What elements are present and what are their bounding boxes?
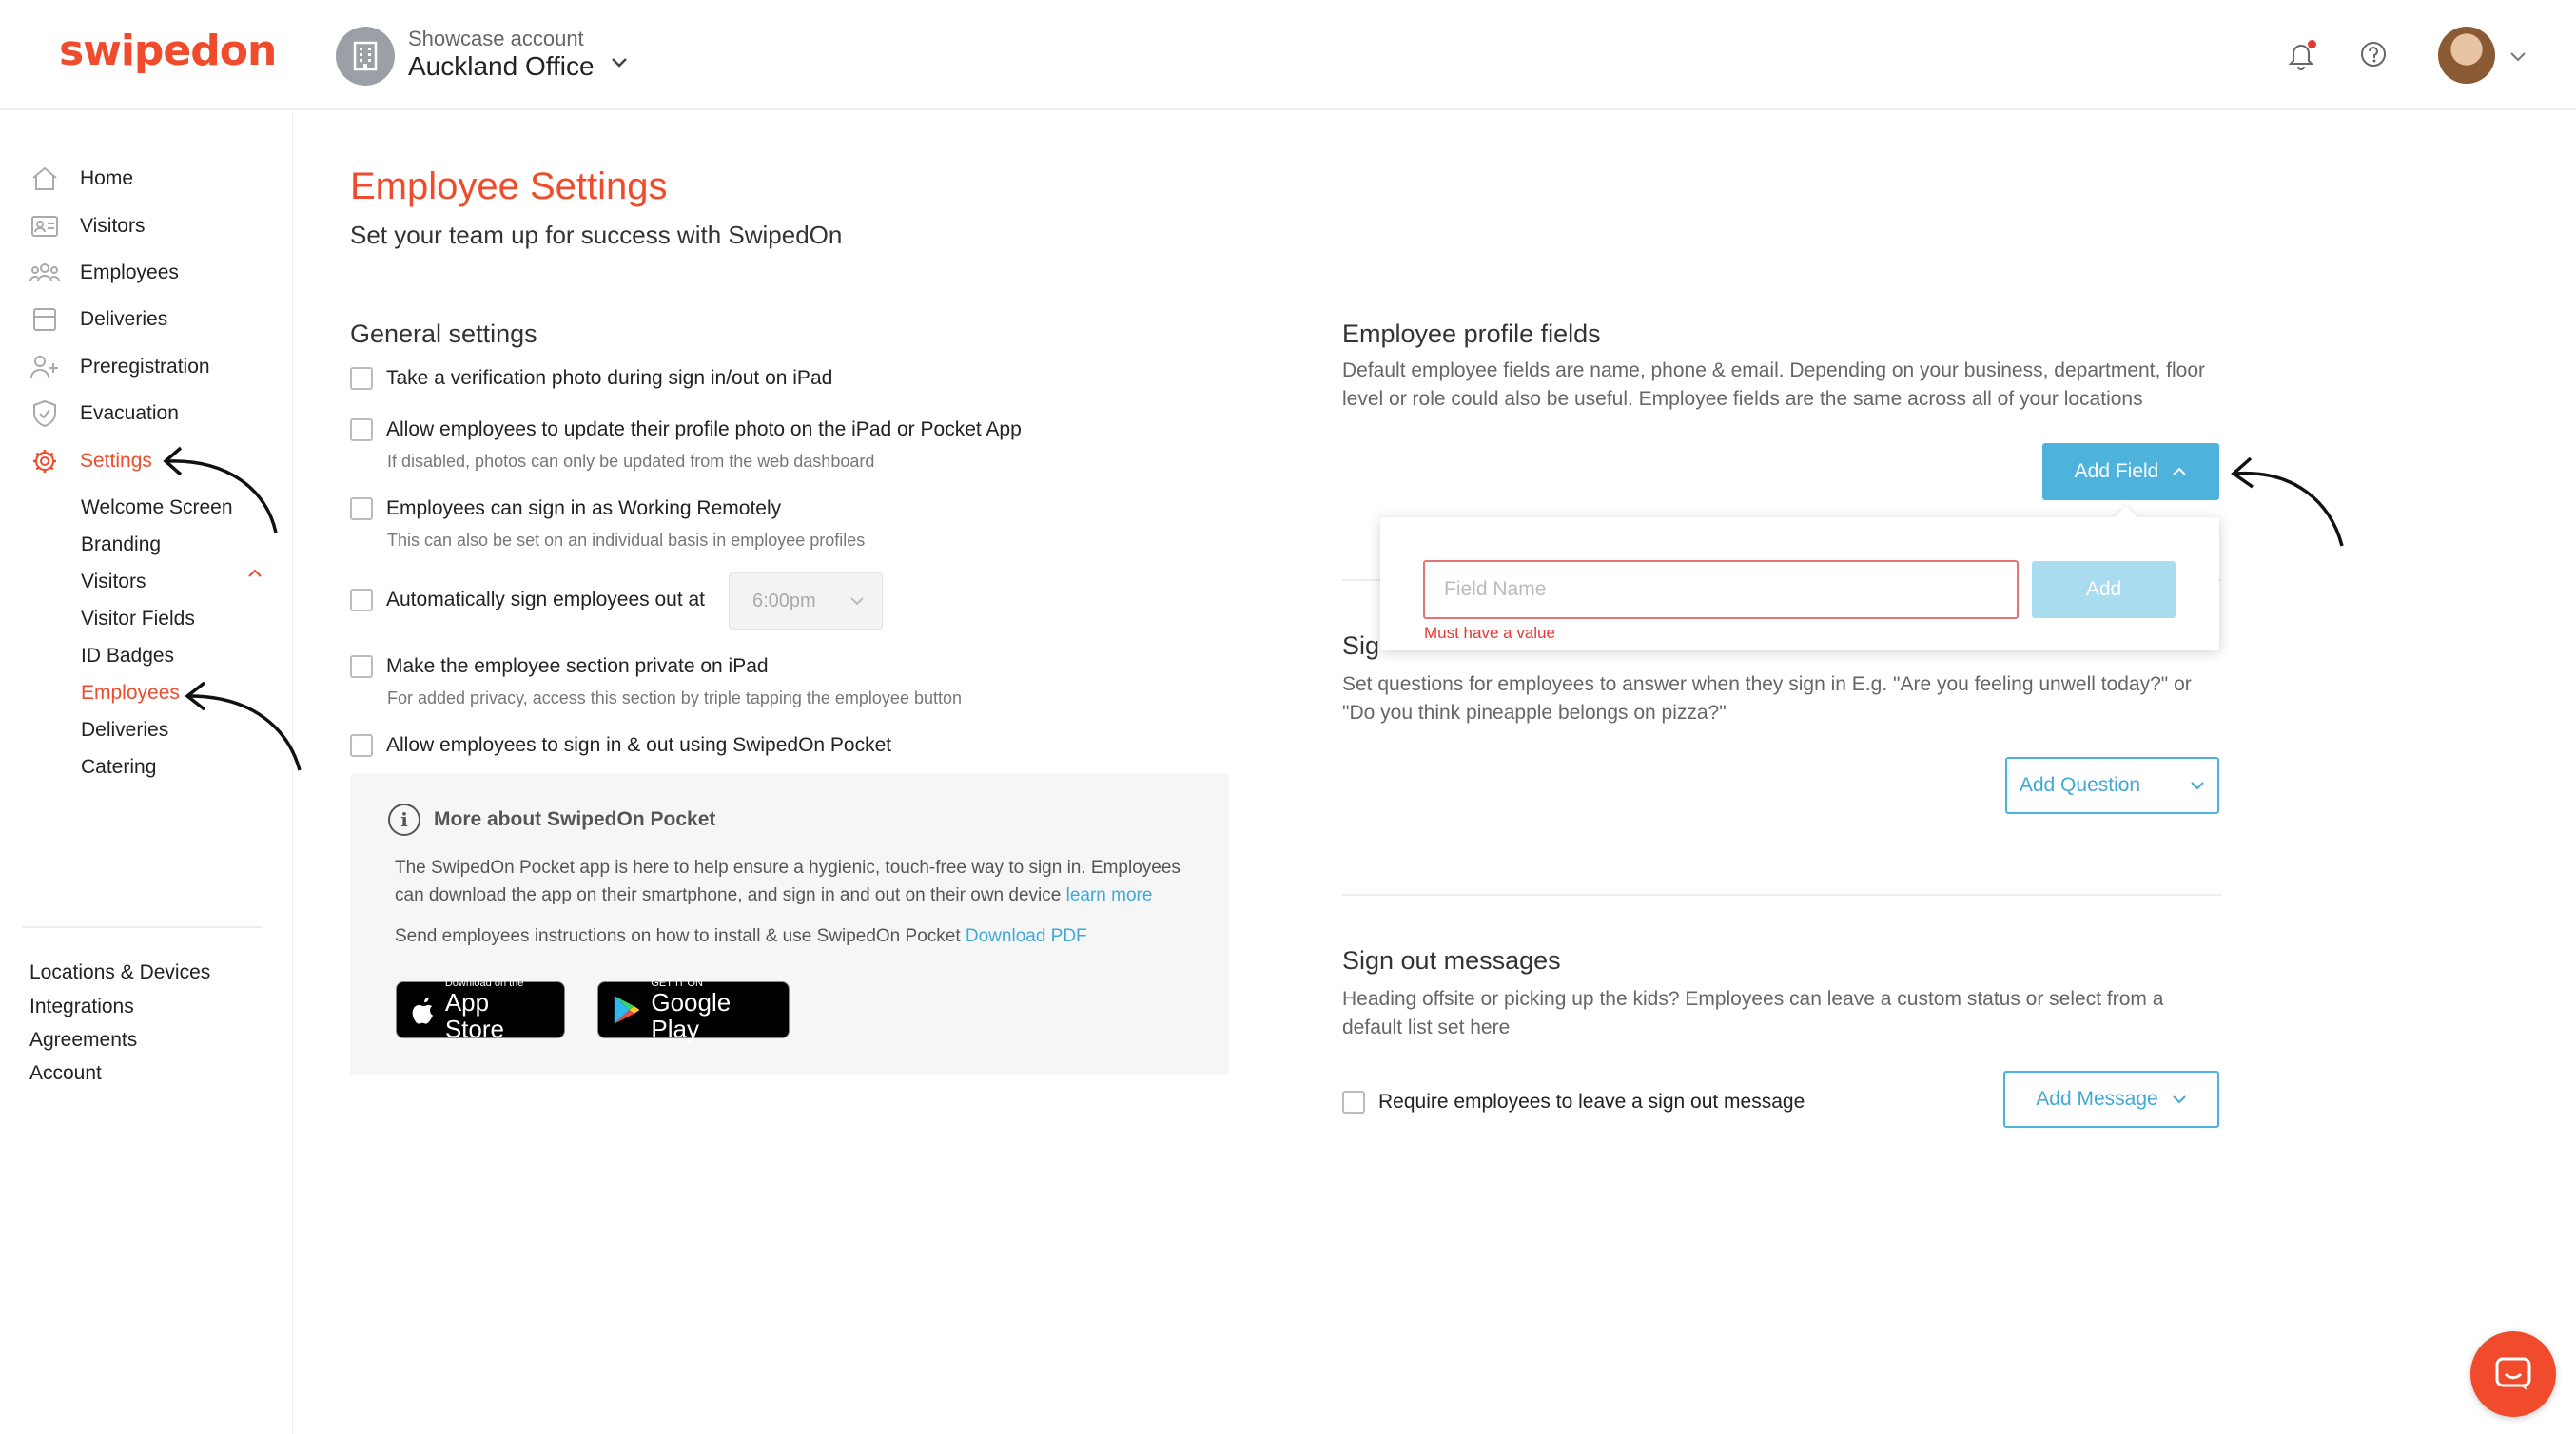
avatar[interactable] [2438, 27, 2495, 84]
sidebar-sub-deliveries[interactable]: Deliveries [81, 719, 169, 741]
signout-messages-desc: Heading offsite or picking up the kids? Employees can leave a custom status or select from a default list set here [1342, 988, 2164, 1038]
pocket-instructions: Send employees instructions on how to install & use SwipedOn Pocket [395, 926, 961, 946]
sidebar-item-label: Evacuation [80, 402, 179, 424]
checkbox[interactable] [350, 418, 373, 441]
setting-label: Allow employees to sign in & out using SwipedOn Pocket [386, 734, 892, 756]
sidebar-item-label: Preregistration [80, 356, 210, 378]
gear-icon [29, 446, 61, 476]
pocket-instructions-text [395, 922, 1087, 950]
building-icon [336, 27, 395, 86]
checkbox[interactable] [1342, 1091, 1365, 1114]
setting-swipedon-pocket[interactable] [350, 734, 891, 757]
top-bar [0, 0, 2576, 110]
google-play-badge[interactable] [597, 978, 790, 1043]
account-selector[interactable]: Auckland Office [408, 51, 595, 81]
sidebar-sub-branding[interactable]: Branding [81, 533, 162, 555]
sidebar-item-home[interactable] [29, 160, 133, 198]
add-button[interactable]: Add [2032, 561, 2176, 618]
sidebar-item-label: Home [80, 167, 134, 189]
pocket-info-heading [388, 804, 715, 836]
setting-label: Employees can sign in as Working Remotely [386, 497, 782, 519]
setting-label: Make the employee section private on iPad [386, 655, 769, 677]
setting-helper: If disabled, photos can only be updated from the web dashboard [387, 452, 875, 471]
signout-messages-title: Sign out messages [1342, 946, 1561, 975]
setting-helper: For added privacy, access this section by triple tapping the employee button [387, 688, 963, 707]
sidebar-item-label: Visitors [80, 215, 146, 237]
add-question-button[interactable] [2005, 757, 2219, 814]
people-icon [29, 258, 61, 288]
annotation-arrow-icon [176, 675, 309, 780]
page-subtitle: Set your team up for success with SwipedOn [350, 221, 843, 249]
setting-label: Require employees to leave a sign out message [1378, 1091, 1805, 1113]
add-message-button[interactable] [2003, 1071, 2219, 1128]
profile-fields-title: Employee profile fields [1342, 320, 1601, 348]
sidebar-item-evacuation[interactable] [29, 395, 179, 433]
app-store-badge[interactable] [396, 978, 565, 1043]
sidebar-sub-catering[interactable]: Catering [81, 756, 157, 778]
id-card-icon [29, 211, 61, 242]
sidebar-item-integrations[interactable]: Integrations [29, 996, 134, 1017]
swipedon-logo[interactable]: swipedon [59, 27, 277, 75]
app-store-big: App Store [444, 988, 504, 1043]
google-play-icon [612, 993, 641, 1027]
home-icon [29, 164, 61, 194]
setting-private-section[interactable] [350, 655, 769, 678]
setting-label: Allow employees to update their profile photo on the iPad or Pocket App [386, 418, 1022, 440]
google-play-small: GET IT ON [651, 978, 703, 989]
sidebar-sub-employees[interactable]: Employees [81, 682, 180, 704]
general-settings-title: General settings [350, 320, 537, 348]
sidebar-item-label: Deliveries [80, 308, 168, 330]
app-store-small: Download on the [444, 978, 524, 989]
chevron-down-icon[interactable] [611, 57, 628, 68]
apple-icon [410, 994, 438, 1026]
sidebar-item-label: Settings [80, 450, 152, 472]
chevron-up-icon[interactable] [247, 569, 263, 578]
checkbox[interactable] [350, 367, 373, 390]
checkbox[interactable] [350, 655, 373, 678]
sidebar-item-locations-devices[interactable]: Locations & Devices [29, 961, 211, 983]
add-field-label: Add Field [2074, 460, 2159, 482]
chevron-up-icon [2172, 467, 2187, 476]
select-value: 6:00pm [752, 590, 816, 611]
sidebar-sub-visitors[interactable]: Visitors [81, 571, 146, 592]
info-icon: i [388, 804, 420, 836]
account-label: Showcase account [408, 27, 584, 50]
signin-questions-desc: Set questions for employees to answer when they sign in E.g. "Are you feeling unwell today?" or "Do you think pineapple belongs on pizza?" [1342, 673, 2192, 724]
chevron-down-icon [849, 596, 865, 606]
annotation-arrow-icon [152, 433, 285, 537]
sidebar-item-deliveries[interactable] [29, 300, 167, 339]
section-divider [1342, 894, 2221, 896]
setting-label: Take a verification photo during sign in/out on iPad [386, 367, 833, 389]
setting-verification-photo[interactable] [350, 367, 832, 390]
user-plus-icon [29, 352, 61, 382]
chevron-down-icon[interactable] [2509, 51, 2527, 63]
sidebar-item-account[interactable]: Account [29, 1062, 102, 1084]
sidebar-item-preregistration[interactable] [29, 348, 210, 386]
download-pdf-link[interactable]: Download PDF [965, 926, 1087, 946]
sidebar-sub-id-badges[interactable]: ID Badges [81, 645, 175, 667]
checkbox[interactable] [350, 497, 373, 520]
profile-fields-desc: Default employee fields are name, phone & email. Depending on your business, department, floor level or role could also be useful. Employee fields are the same across all of your locations [1342, 359, 2206, 410]
box-icon [29, 304, 61, 335]
sidebar-divider [23, 926, 263, 928]
sign-out-time-select[interactable] [729, 572, 883, 630]
sidebar-sub-welcome-screen[interactable]: Welcome Screen [81, 496, 233, 518]
add-field-button[interactable] [2042, 443, 2219, 500]
chat-icon [2494, 1356, 2532, 1392]
learn-more-link[interactable]: learn more [1065, 885, 1153, 905]
setting-require-signout-message[interactable] [1342, 1091, 1805, 1114]
shield-icon [29, 398, 61, 429]
setting-helper: This can also be set on an individual basis in employee profiles [387, 531, 866, 550]
notification-dot [2308, 40, 2316, 48]
sidebar-item-visitors[interactable] [29, 207, 145, 245]
pocket-info-text [395, 854, 1203, 909]
field-name-input[interactable] [1423, 560, 2019, 619]
sidebar-item-employees[interactable] [29, 254, 179, 292]
sidebar-item-settings[interactable] [29, 442, 152, 480]
setting-working-remotely[interactable] [350, 497, 781, 520]
chevron-down-icon [2172, 1095, 2187, 1104]
google-play-big: Google Play [651, 988, 732, 1043]
signin-questions-title: Sig [1342, 631, 1380, 660]
chevron-down-icon [2190, 781, 2205, 790]
field-error: Must have a value [1424, 624, 1555, 642]
help-icon[interactable] [2359, 40, 2388, 68]
page-title: Employee Settings [350, 165, 668, 207]
add-question-label: Add Question [2019, 774, 2141, 796]
checkbox[interactable] [350, 589, 373, 611]
add-message-label: Add Message [2036, 1088, 2158, 1110]
sidebar-item-agreements[interactable]: Agreements [29, 1029, 138, 1051]
pocket-info-desc: The SwipedOn Pocket app is here to help ensure a hygienic, touch-free way to sign in. Employees can download the app on their smartphone, and sign in and out on their own device [395, 858, 1181, 905]
annotation-arrow-icon [2226, 447, 2350, 552]
checkbox[interactable] [350, 734, 373, 757]
pocket-info-title: More about SwipedOn Pocket [434, 808, 716, 830]
chat-launcher[interactable] [2470, 1331, 2556, 1417]
setting-update-profile-photo[interactable] [350, 418, 1022, 441]
setting-label: Automatically sign employees out at [386, 589, 706, 610]
sidebar-sub-visitor-fields[interactable]: Visitor Fields [81, 608, 195, 630]
sidebar-item-label: Employees [80, 262, 179, 283]
setting-auto-sign-out[interactable] [350, 589, 705, 611]
